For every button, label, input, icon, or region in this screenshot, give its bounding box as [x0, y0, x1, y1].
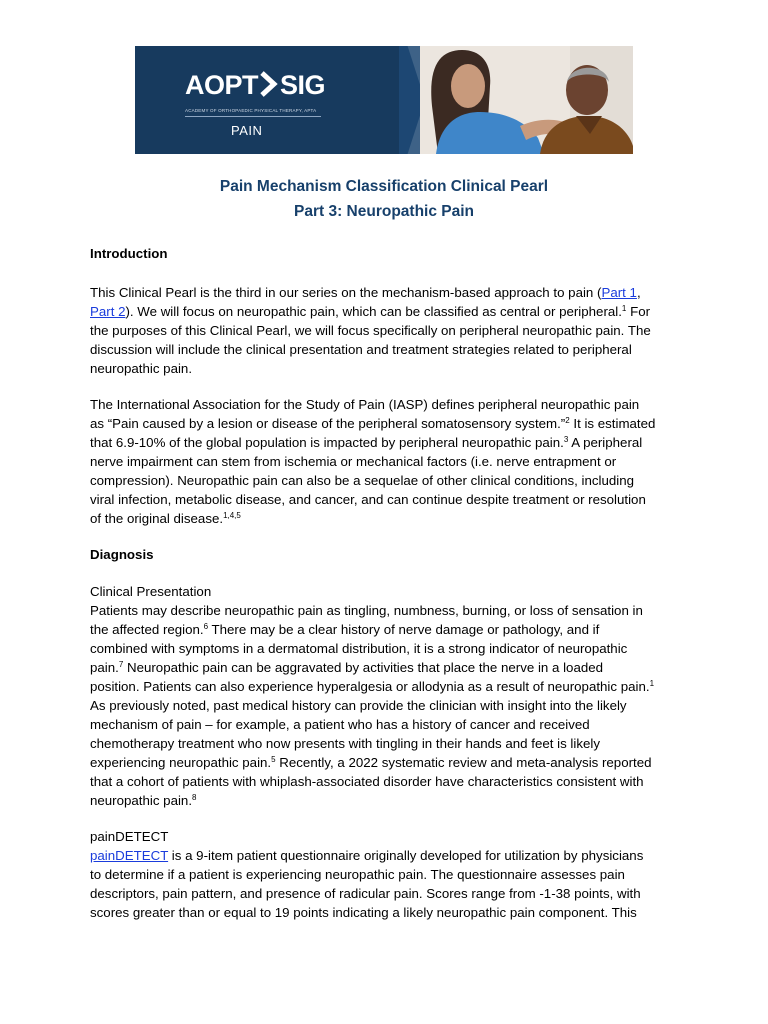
- citation-superscript: 1,4,5: [223, 511, 241, 520]
- text-run: position. Patients can also experience hyperalgesia or allodynia as a result of neuropathic pain.: [90, 679, 650, 694]
- text-line: [90, 433, 680, 452]
- subheading-paindetect: painDETECT: [90, 829, 169, 844]
- section-heading-introduction: Introduction: [90, 246, 168, 261]
- subheading-clinical-presentation: Clinical Presentation: [90, 584, 212, 599]
- text-run: neuropathic pain.: [90, 793, 193, 808]
- text-run: A peripheral: [568, 435, 643, 450]
- text-line: chemotherapy treatment who now presents with tingling in their hands and feet is likely: [90, 736, 600, 751]
- logo-text-right: SIG: [280, 70, 326, 100]
- text-line: [90, 846, 680, 865]
- citation-superscript: 2: [565, 416, 570, 425]
- text-run: experiencing neuropathic pain.: [90, 755, 272, 770]
- text-run: Neuropathic pain can be aggravated by activities that place the nerve in a loaded: [123, 660, 604, 675]
- text-line: mechanism of pain – for example, a patient who has a history of cancer and received: [90, 717, 590, 732]
- section-heading-diagnosis: Diagnosis: [90, 547, 154, 562]
- text-run: There may be a clear history of nerve damage or pathology, and if: [208, 622, 600, 637]
- text-line: the purposes of this Clinical Pearl, we will focus specifically on peripheral neuropathic pain. The: [90, 323, 651, 338]
- text-run: ). We will focus on neuropathic pain, which can be classified as central or peripheral.: [125, 304, 622, 319]
- aopt-sig-logo: [185, 70, 325, 101]
- citation-superscript: 3: [563, 435, 569, 444]
- logo-subtitle: ACADEMY OF ORTHOPAEDIC PHYSICAL THERAPY, APTA: [185, 108, 317, 113]
- citation-superscript: 1: [621, 304, 627, 313]
- citation-superscript: 1: [649, 679, 655, 688]
- logo-section-label: PAIN: [231, 123, 263, 138]
- text-run: pain.: [90, 660, 119, 675]
- intro-paragraph-2: [90, 395, 680, 528]
- text-line: [90, 509, 680, 528]
- citation-superscript: 7: [118, 660, 124, 669]
- text-line: As previously noted, past medical history can provide the clinician with insight into the likely: [90, 698, 627, 713]
- text-line: scores greater than or equal to 19 points indicating a likely neuropathic pain component. This: [90, 905, 637, 920]
- text-run: This Clinical Pearl is the third in our series on the mechanism-based approach to pain (: [90, 285, 602, 300]
- text-run: that 6.9-10% of the global population is impacted by peripheral neuropathic pain.: [90, 435, 564, 450]
- text-line: combined with symptoms in a dermatomal distribution, it is a strong indicator of neuropathic: [90, 641, 628, 656]
- chevron-logo-icon: [258, 71, 280, 97]
- header-banner: [135, 46, 633, 154]
- page-subtitle: Part 3: Neuropathic Pain: [293, 203, 474, 220]
- text-line: [90, 283, 680, 302]
- text-run: It is estimated: [569, 416, 656, 431]
- banner-photo: [420, 46, 633, 154]
- paindetect-link[interactable]: painDETECT: [90, 848, 169, 863]
- text-line: neuropathic pain.: [90, 361, 193, 376]
- text-line: [90, 753, 680, 772]
- text-line: [90, 414, 680, 433]
- text-line: [90, 620, 680, 639]
- diagnosis-paragraph: [90, 601, 680, 810]
- text-run: as “Pain caused by a lesion or disease of the peripheral somatosensory system.”: [90, 416, 566, 431]
- text-run: of the original disease.: [90, 511, 224, 526]
- part-1-link[interactable]: Part 1: [601, 285, 637, 300]
- logo-divider: [185, 116, 321, 117]
- text-line: nerve impairment can stem from ischemia or mechanical factors (i.e. nerve entrapment or: [90, 454, 617, 469]
- intro-paragraph-1: [90, 283, 680, 378]
- text-line: that a cohort of patients with whiplash-associated disorder have characteristics consistent with: [90, 774, 644, 789]
- text-line: Patients may describe neuropathic pain as tingling, numbness, burning, or loss of sensation in: [90, 603, 643, 618]
- text-line: to determine if a patient is experiencing neuropathic pain. The questionnaire assesses pain: [90, 867, 625, 882]
- text-line: [90, 302, 680, 321]
- text-run: the affected region.: [90, 622, 204, 637]
- citation-superscript: 5: [271, 755, 276, 764]
- paindetect-paragraph: [90, 846, 680, 922]
- part-2-link[interactable]: Part 2: [90, 304, 126, 319]
- text-line: [90, 658, 680, 677]
- text-run: For: [626, 304, 651, 319]
- text-run: ,: [636, 285, 641, 300]
- text-line: compression). Neuropathic pain can also be a sequelae of other clinical conditions, including: [90, 473, 635, 488]
- text-run: is a 9-item patient questionnaire originally developed for utilization by physicians: [168, 848, 644, 863]
- text-line: discussion will include the clinical presentation and treatment strategies related to peripheral: [90, 342, 632, 357]
- text-line: descriptors, pain pattern, and presence of radicular pain. Scores range from -1-38 points, with: [90, 886, 641, 901]
- logo-text-left: AOPT: [185, 70, 259, 100]
- text-run: Recently, a 2022 systematic review and meta-analysis reported: [275, 755, 652, 770]
- citation-superscript: 6: [203, 622, 209, 631]
- text-line: viral infection, metabolic disease, and cancer, and can continue despite treatment or resolution: [90, 492, 646, 507]
- text-line: [90, 791, 680, 810]
- text-line: [90, 677, 680, 696]
- page-title: Pain Mechanism Classification Clinical Pearl: [219, 178, 549, 195]
- citation-superscript: 8: [192, 793, 197, 802]
- text-line: The International Association for the Study of Pain (IASP) defines peripheral neuropathic pain: [90, 397, 640, 412]
